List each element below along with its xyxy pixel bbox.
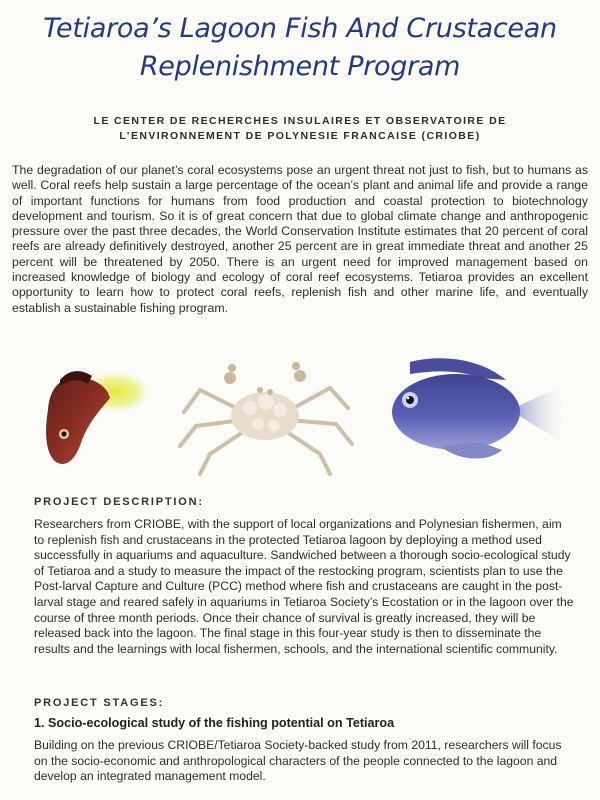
stage-1-title: 1. Socio-ecological study of the fishing potential on Tetiaroa bbox=[34, 716, 395, 730]
subtitle-line-1: LE CENTER DE RECHERCHES INSULAIRES ET OBSERVATOIRE DE bbox=[93, 115, 507, 127]
crab-photo bbox=[170, 350, 360, 480]
organization-subtitle bbox=[40, 114, 560, 144]
subtitle-line-2: L’ENVIRONNEMENT DE POLYNESIE FRANCAISE (CRIOBE) bbox=[119, 130, 481, 142]
title-line-2: Replenishment Program bbox=[139, 51, 461, 82]
project-description-text: Researchers from CRIOBE, with the support of local organizations and Polynesian fishermen, aim to replenish fish and crustaceans in the protected Tetiaroa lagoon by deploying a method used successfully in aquariums and aquaculture. Sandwiched between a thorough socio-ecological study of Tetiaroa and a study to measure the impact of the restocking program, scientists plan to use the Post-larval Capture and Culture (PCC) method where fish and crustaceans are caught in the post-larval stage and reared safely in aquariums in Tetiaroa Society’s Ecostation or in the lagoon over the course of three month periods. Once their chance of survival is greatly increased, they will be released back into the lagoon. The final stage in this four-year study is then to disseminate the results and the learnings with local fishermen, schools, and the international scientific community. bbox=[34, 517, 574, 656]
damselfish-photo bbox=[370, 350, 570, 480]
project-stages-heading: PROJECT STAGES: bbox=[34, 697, 165, 709]
stage-1-text: Building on the previous CRIOBE/Tetiaroa Society-backed study from 2011, researchers will focus on the socio-economic and anthropological characters of the people connected to the lagoon and develop an integrated management model. bbox=[34, 738, 562, 784]
goby-fish-photo bbox=[30, 350, 180, 480]
intro-paragraph: The degradation of our planet’s coral ecosystems pose an urgent threat not just to fish, but to humans as well. Coral reefs help sustain a large percentage of the ocean’s plant and animal life and provide a range of important functions for humans from food production and coastal protection to biotechnology development and tourism. So it is of great concern that due to global climate change and anthropogenic pressure over the past three decades, the World Conservation Institute estimates that 20 percent of coral reefs are already definitively destroyed, another 25 percent are in great immediate threat and another 25 percent will be threatened by 2050. There is an urgent need for improved management based on increased knowledge of biology and ecology of coral reef ecosystems. Tetiaroa provides an excellent opportunity to learn how to protect coral reefs, replenish fish and other marine life, and eventually establish a sustainable fishing program. bbox=[12, 163, 588, 315]
species-photo-strip bbox=[0, 350, 600, 480]
title-line-1: Tetiaroa’s Lagoon Fish And Crustacean bbox=[43, 13, 557, 44]
project-description-heading: PROJECT DESCRIPTION: bbox=[34, 496, 204, 508]
page-title bbox=[0, 12, 600, 84]
